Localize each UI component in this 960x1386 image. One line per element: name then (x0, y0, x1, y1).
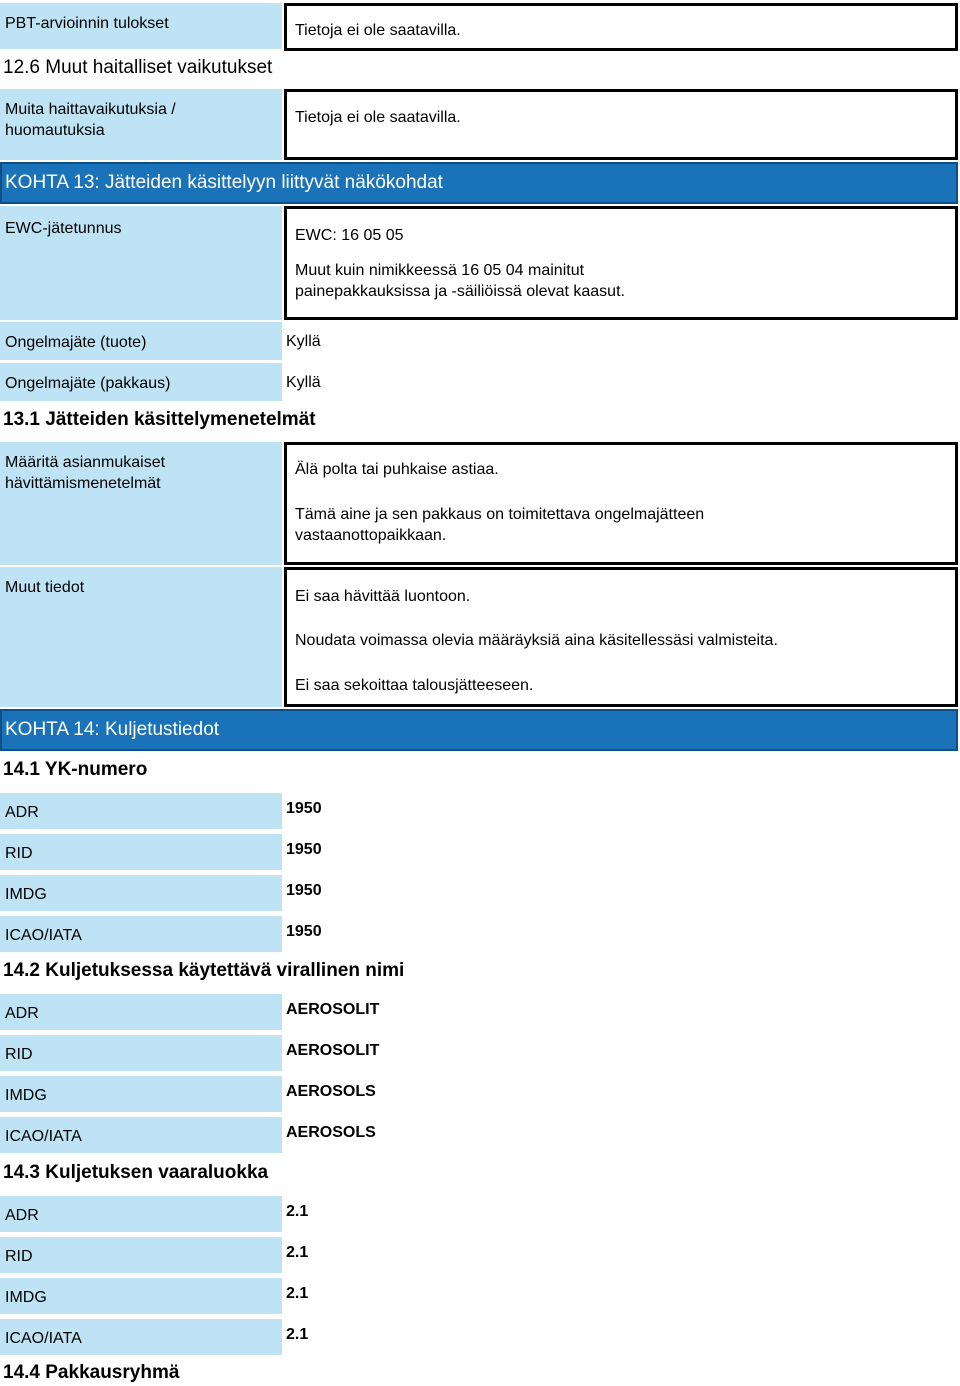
name-rid-value: AEROSOLIT (286, 1042, 380, 1059)
hazardous-package-label: Ongelmajäte (pakkaus) (0, 363, 282, 401)
pbt-label: PBT-arvioinnin tulokset (0, 3, 282, 49)
ewc-code: EWC: 16 05 05 (295, 227, 404, 244)
disposal-methods-label-line1: Määritä asianmukaiset (5, 454, 166, 471)
ewc-desc-line1: Muut kuin nimikkeessä 16 05 04 mainitut (295, 262, 585, 279)
s14-2-heading: 14.2 Kuljetuksessa käytettävä virallinen nimi (3, 960, 405, 981)
name-imdg-label: IMDG (0, 1076, 282, 1112)
s13-1-heading: 13.1 Jätteiden käsittelymenetelmät (3, 409, 316, 430)
class-imdg-value: 2.1 (286, 1285, 309, 1302)
class-adr-label: ADR (0, 1196, 282, 1232)
class-imdg-label: IMDG (0, 1278, 282, 1314)
ewc-label: EWC-jätetunnus (0, 206, 282, 320)
s14-4-heading: 14.4 Pakkausryhmä (3, 1362, 180, 1383)
name-icao-value: AEROSOLS (286, 1124, 376, 1141)
s14-1-heading: 14.1 YK-numero (3, 759, 148, 780)
class-adr-value: 2.1 (286, 1203, 309, 1220)
un-icao-label: ICAO/IATA (0, 916, 282, 952)
un-icao-value: 1950 (286, 923, 322, 940)
other-info-p2: Noudata voimassa olevia määräyksiä aina käsitellessäsi valmisteita. (295, 632, 778, 649)
disposal-methods-box (284, 442, 958, 565)
name-imdg-value: AEROSOLS (286, 1083, 376, 1100)
section-14-banner: KOHTA 14: Kuljetustiedot (0, 709, 958, 751)
pbt-value-box (284, 3, 958, 51)
s12-6-label (0, 89, 282, 160)
other-info-box (284, 567, 958, 707)
s14-3-heading: 14.3 Kuljetuksen vaaraluokka (3, 1162, 269, 1183)
pbt-value: Tietoja ei ole saatavilla. (295, 22, 461, 39)
disposal-methods-label-line2: hävittämismenetelmät (5, 475, 161, 492)
s12-6-label-line1: Muita haittavaikutuksia / (5, 101, 176, 118)
un-imdg-label: IMDG (0, 875, 282, 911)
hazardous-product-value: Kyllä (286, 333, 321, 350)
disposal-methods-p2-line1: Tämä aine ja sen pakkaus on toimitettava ongelmajätteen (295, 506, 705, 523)
other-info-label: Muut tiedot (0, 567, 282, 707)
other-info-p1: Ei saa hävittää luontoon. (295, 588, 471, 605)
disposal-methods-label (0, 442, 282, 565)
un-adr-label: ADR (0, 793, 282, 829)
disposal-methods-p1: Älä polta tai puhkaise astiaa. (295, 461, 499, 478)
class-rid-label: RID (0, 1237, 282, 1273)
s12-6-value: Tietoja ei ole saatavilla. (295, 109, 461, 126)
disposal-methods-p2-line2: vastaanottopaikkaan. (295, 527, 447, 544)
class-icao-value: 2.1 (286, 1326, 309, 1343)
ewc-value-box (284, 206, 958, 320)
un-rid-value: 1950 (286, 841, 322, 858)
other-info-p3: Ei saa sekoittaa talousjätteeseen. (295, 677, 534, 694)
hazardous-package-value: Kyllä (286, 374, 321, 391)
hazardous-product-label: Ongelmajäte (tuote) (0, 322, 282, 360)
s12-6-label-line2: huomautuksia (5, 122, 105, 139)
class-rid-value: 2.1 (286, 1244, 309, 1261)
s12-6-value-box (284, 89, 958, 160)
name-rid-label: RID (0, 1035, 282, 1071)
name-adr-value: AEROSOLIT (286, 1001, 380, 1018)
un-imdg-value: 1950 (286, 882, 322, 899)
class-icao-label: ICAO/IATA (0, 1319, 282, 1355)
un-adr-value: 1950 (286, 800, 322, 817)
un-rid-label: RID (0, 834, 282, 870)
section-13-banner: KOHTA 13: Jätteiden käsittelyyn liittyvät näkökohdat (0, 162, 958, 204)
s12-6-heading: 12.6 Muut haitalliset vaikutukset (3, 57, 273, 78)
name-adr-label: ADR (0, 994, 282, 1030)
name-icao-label: ICAO/IATA (0, 1117, 282, 1153)
ewc-desc-line2: painepakkauksissa ja -säiliöissä olevat kaasut. (295, 283, 625, 300)
